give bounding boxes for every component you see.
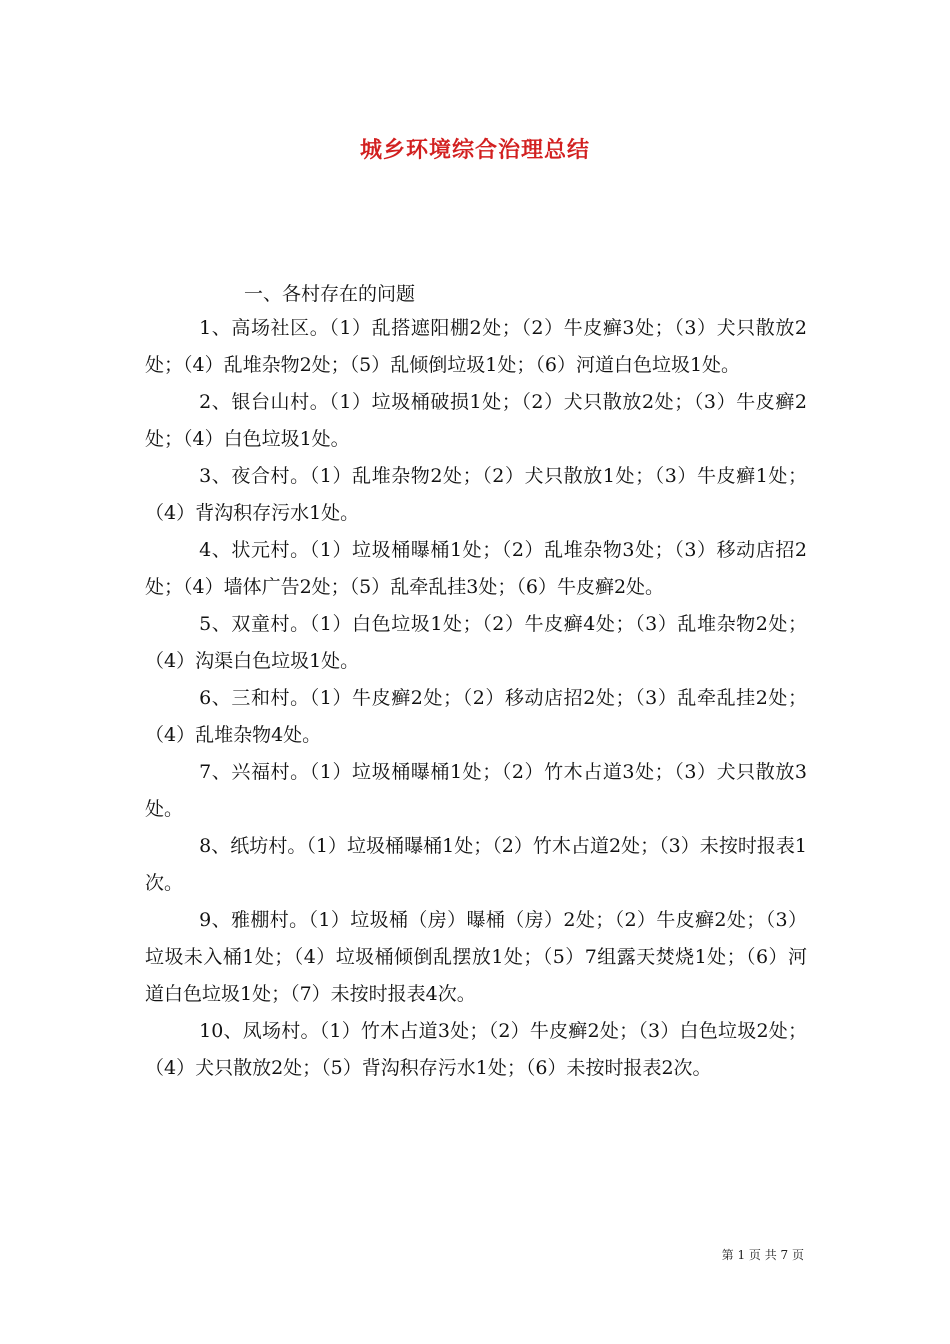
paragraph-village-5: 5、双童村。（1）白色垃圾1处；（2）牛皮癣4处；（3）乱堆杂物2处；（4）沟渠白色垃圾1处。 xyxy=(145,613,807,672)
paragraph-village-9: 9、雅棚村。（1）垃圾桶（房）曝桶（房）2处；（2）牛皮癣2处；（3）垃圾未入桶1处；（4）垃圾桶倾倒乱摆放1处；（5）7组露天焚烧1处；（6）河道白色垃圾1处；（7）未按时报表4次。 xyxy=(145,909,807,1005)
section-heading: 一、各村存在的问题 xyxy=(244,283,416,305)
paragraph-village-3: 3、夜合村。（1）乱堆杂物2处；（2）犬只散放1处；（3）牛皮癣1处；（4）背沟积存污水1处。 xyxy=(145,465,807,524)
paragraph-village-4: 4、状元村。（1）垃圾桶曝桶1处；（2）乱堆杂物3处；（3）移动店招2处；（4）墙体广告2处；（5）乱牵乱挂3处；（6）牛皮癣2处。 xyxy=(145,539,807,598)
paragraph-village-10: 10、凤场村。（1）竹木占道3处；（2）牛皮癣2处；（3）白色垃圾2处；（4）犬只散放2处；（5）背沟积存污水1处；（6）未按时报表2次。 xyxy=(145,1020,807,1079)
paragraph-village-1: 1、高场社区。（1）乱搭遮阳棚2处；（2）牛皮癣3处；（3）犬只散放2处；（4）乱堆杂物2处；（5）乱倾倒垃圾1处；（6）河道白色垃圾1处。 xyxy=(145,317,807,376)
paragraph-village-6: 6、三和村。（1）牛皮癣2处；（2）移动店招2处；（3）乱牵乱挂2处；（4）乱堆杂物4处。 xyxy=(145,687,807,746)
document-title: 城乡环境综合治理总结 xyxy=(359,137,590,163)
paragraph-village-8: 8、纸坊村。（1）垃圾桶曝桶1处；（2）竹木占道2处；（3）未按时报表1次。 xyxy=(145,835,807,894)
document-body xyxy=(145,310,807,1087)
paragraph-village-7: 7、兴福村。（1）垃圾桶曝桶1处；（2）竹木占道3处；（3）犬只散放3处。 xyxy=(145,761,807,820)
paragraph-village-2: 2、银台山村。（1）垃圾桶破损1处；（2）犬只散放2处；（3）牛皮癣2处；（4）白色垃圾1处。 xyxy=(145,391,807,450)
page-number-footer: 第 1 页 共 7 页 xyxy=(721,1248,804,1262)
